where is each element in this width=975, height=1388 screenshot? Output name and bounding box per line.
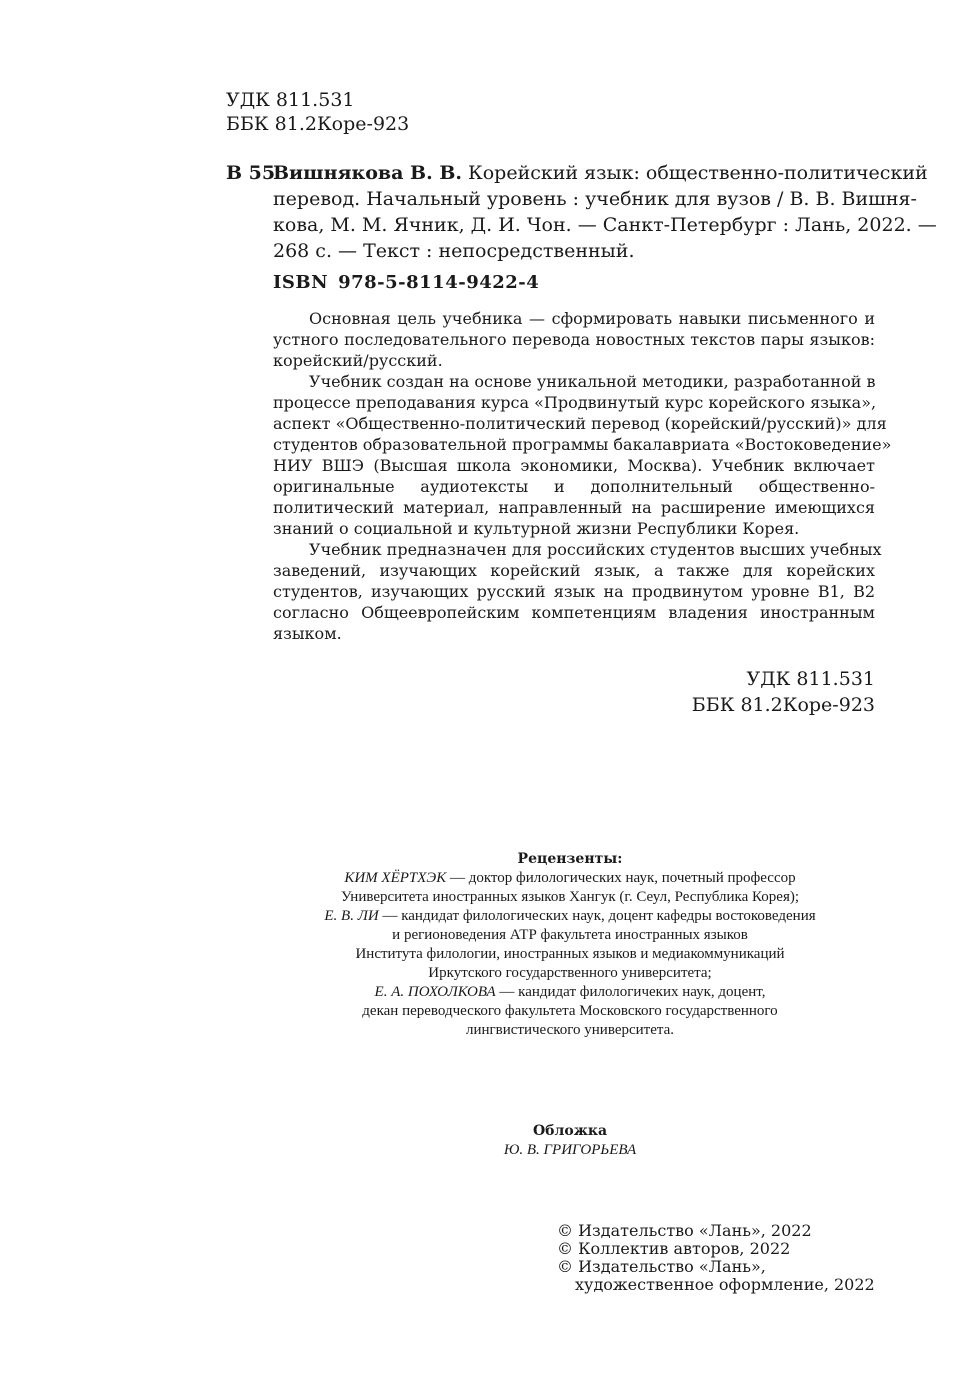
bbk-code: ББК 81.2Коре-923 bbox=[226, 113, 410, 135]
author-mark: В 55 bbox=[226, 162, 276, 184]
abstract-line: НИУ ВШЭ (Высшая школа экономики, Москва). Учебник включает bbox=[273, 456, 875, 475]
abstract-line: корейский/русский. bbox=[273, 351, 443, 370]
copyright-line: художественное оформление, 2022 bbox=[575, 1275, 875, 1294]
reviewers-heading: Рецензенты: bbox=[517, 851, 623, 867]
classification-bottom bbox=[692, 666, 875, 718]
bibliographic-record bbox=[273, 160, 937, 264]
abstract-paragraph bbox=[273, 539, 882, 644]
reviewer-name: Е. А. ПОХОЛКОВА bbox=[374, 984, 496, 1000]
reviewer-line bbox=[220, 983, 920, 1002]
author-name: Вишнякова В. В. bbox=[273, 162, 462, 184]
udk-code: УДК 811.531 bbox=[226, 89, 355, 111]
abstract-line: оригинальные аудиотексты и дополнительный общественно- bbox=[273, 477, 875, 496]
reviewer-line bbox=[220, 869, 920, 888]
reviewer-line bbox=[220, 907, 920, 926]
isbn bbox=[273, 272, 539, 293]
reviewer-title: — кандидат филологических наук, доцент кафедры востоковедения bbox=[378, 908, 816, 924]
cover-designer: Ю. В. ГРИГОРЬЕВА bbox=[503, 1142, 637, 1158]
abstract-line: политический материал, направленный на расширение имеющихся bbox=[273, 498, 875, 517]
isbn-label: ISBN bbox=[273, 272, 329, 293]
abstract-line: языком. bbox=[273, 624, 342, 643]
reviewer-line: лингвистического университета. bbox=[465, 1022, 675, 1038]
reviewer-title: — кандидат филологичеких наук, доцент, bbox=[495, 984, 766, 1000]
book-title: Корейский язык: общественно-политический bbox=[462, 162, 928, 184]
reviewer-name: Е. В. ЛИ bbox=[324, 908, 379, 924]
reviewer-line: и регионоведения АТР факультета иностранных языков bbox=[392, 927, 748, 943]
copyright-line: © Коллектив авторов, 2022 bbox=[557, 1239, 791, 1258]
abstract-line: заведений, изучающих корейский язык, а также для корейских bbox=[273, 561, 875, 580]
copyright-block bbox=[557, 1222, 875, 1294]
reviewers-block bbox=[220, 850, 920, 1040]
reviewer-line: Института филологии, иностранных языков и медиакоммуникаций bbox=[355, 946, 785, 962]
abstract-paragraph bbox=[273, 371, 892, 539]
abstract-line: Учебник предназначен для российских студентов высших учебных bbox=[309, 540, 882, 559]
abstract-line: согласно Общеевропейским компетенциям владения иностранным bbox=[273, 603, 875, 622]
reviewer-line: Иркутского государственного университета; bbox=[428, 965, 712, 981]
reviewer-title: — доктор филологических наук, почетный профессор bbox=[446, 870, 796, 886]
bbk-code: ББК 81.2Коре-923 bbox=[691, 694, 875, 716]
abstract-paragraph bbox=[273, 308, 875, 371]
biblio-line: перевод. Начальный уровень : учебник для вузов / В. В. Вишня- bbox=[273, 188, 917, 210]
cover-credit bbox=[220, 1122, 920, 1160]
cover-heading: Обложка bbox=[532, 1123, 608, 1139]
classification-top bbox=[226, 88, 409, 136]
abstract-line: аспект «Общественно-политический перевод (корейский/русский)» для bbox=[273, 414, 887, 433]
copyright-line: © Издательство «Лань», 2022 bbox=[557, 1221, 812, 1240]
isbn-number: 978-5-8114-9422-4 bbox=[338, 272, 540, 293]
reviewer-line: Университета иностранных языков Хангук (г. Сеул, Республика Корея); bbox=[340, 889, 800, 905]
abstract-line: знаний о социальной и культурной жизни Республики Корея. bbox=[273, 519, 800, 538]
abstract-line: Учебник создан на основе уникальной методики, разработанной в bbox=[309, 372, 876, 391]
abstract bbox=[273, 308, 892, 644]
abstract-line: процессе преподавания курса «Продвинутый курс корейского языка», bbox=[273, 393, 877, 412]
copyright-line: © Издательство «Лань», bbox=[557, 1257, 766, 1276]
biblio-line: 268 с. — Текст : непосредственный. bbox=[273, 240, 635, 262]
abstract-line: устного последовательного перевода новостных текстов пары языков: bbox=[273, 330, 875, 349]
udk-code: УДК 811.531 bbox=[746, 668, 875, 690]
reviewer-name: КИМ ХЁРТХЭК bbox=[344, 870, 447, 886]
reviewer-line: декан переводческого факультета Московского государственного bbox=[362, 1003, 778, 1019]
abstract-line: Основная цель учебника — сформировать навыки письменного и bbox=[309, 309, 875, 328]
biblio-line bbox=[273, 160, 928, 186]
abstract-line: студентов образовательной программы бакалавриата «Востоковедение» bbox=[273, 435, 892, 454]
biblio-line: кова, М. М. Ячник, Д. И. Чон. — Санкт-Петербург : Лань, 2022. — bbox=[273, 214, 937, 236]
abstract-line: студентов, изучающих русский язык на продвинутом уровне В1, В2 bbox=[273, 582, 875, 601]
